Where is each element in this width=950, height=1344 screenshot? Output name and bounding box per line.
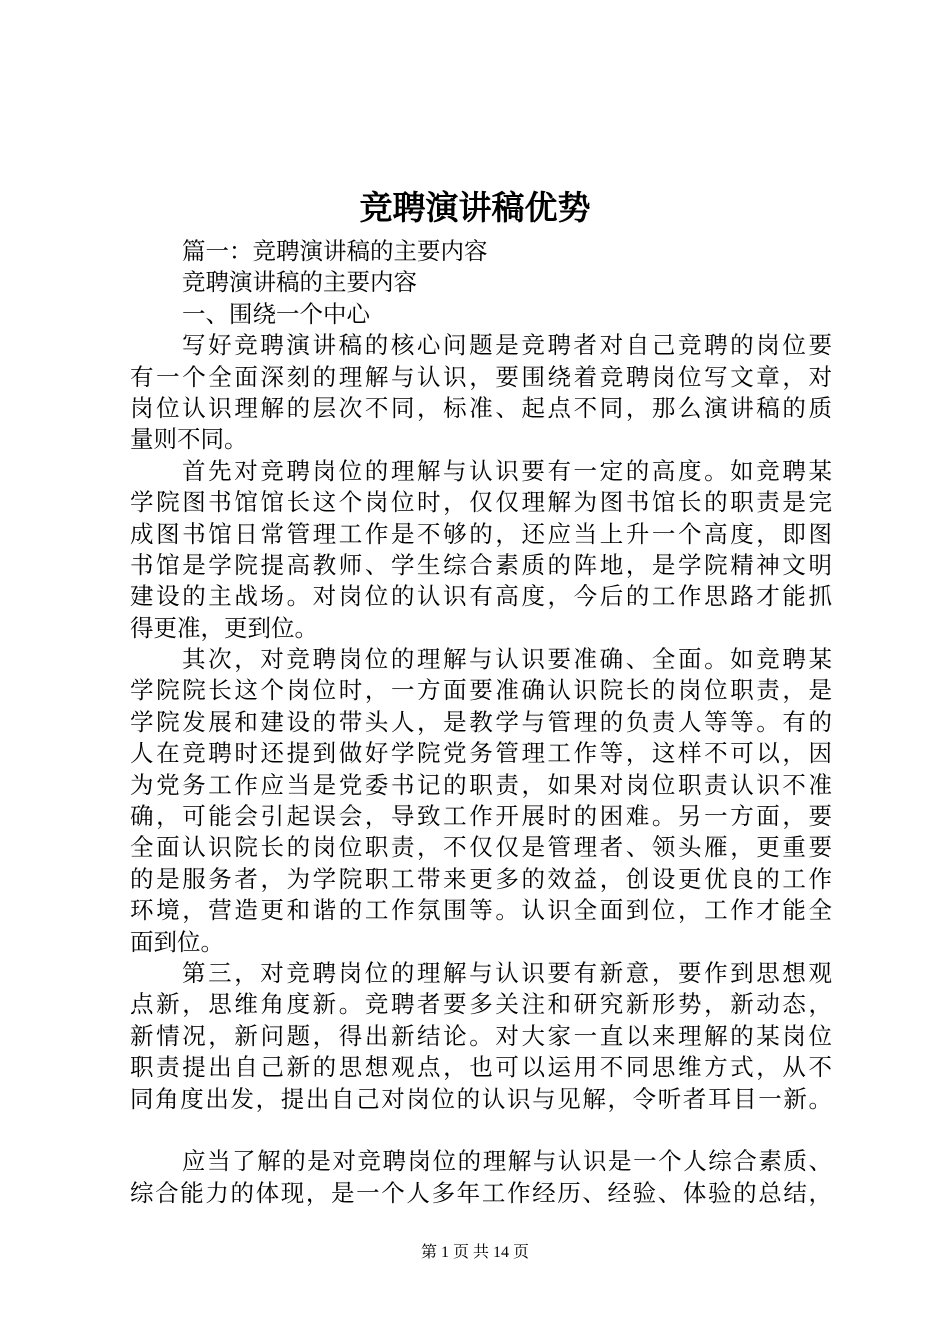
text-line: 人在竞聘时还提到做好学院党务管理工作等，这样不可以，因 [130, 739, 832, 768]
text-line: 学院院长这个岗位时，一方面要准确认识院长的岗位职责，是 [130, 676, 832, 705]
text-line: 量则不同。 [130, 425, 248, 454]
page-title: 竞聘演讲稿优势 [359, 188, 591, 227]
text-line: 面到位。 [130, 927, 224, 956]
text-line: 综合能力的体现，是一个人多年工作经历、经验、体验的总结， [130, 1178, 832, 1207]
text-line: 岗位认识理解的层次不同，标准、起点不同，那么演讲稿的质 [130, 393, 832, 422]
text-line: 竞聘演讲稿的主要内容 [182, 268, 417, 297]
text-line: 学院发展和建设的带头人，是教学与管理的负责人等等。有的 [130, 707, 832, 736]
text-line: 首先对竞聘岗位的理解与认识要有一定的高度。如竞聘某 [182, 456, 832, 485]
text-line: 一、围绕一个中心 [182, 299, 370, 328]
text-line: 写好竞聘演讲稿的核心问题是竞聘者对自己竞聘的岗位要 [182, 331, 832, 360]
text-line: 新情况，新问题，得出新结论。对大家一直以来理解的某岗位 [130, 1021, 832, 1050]
text-line: 书馆是学院提高教师、学生综合素质的阵地，是学院精神文明 [130, 550, 832, 579]
text-line: 职责提出自己新的思想观点，也可以运用不同思维方式，从不 [130, 1053, 832, 1082]
document-body [130, 236, 832, 1209]
text-line: 同角度出发，提出自己对岗位的认识与见解，令听者耳目一新。 [130, 1084, 832, 1113]
text-line: 有一个全面深刻的理解与认识，要围绕着竞聘岗位写文章，对 [130, 362, 832, 391]
text-line: 学院图书馆馆长这个岗位时，仅仅理解为图书馆长的职责是完 [130, 488, 832, 517]
page-footer: 第 1 页 共 14 页 [420, 1244, 529, 1261]
text-line: 成图书馆日常管理工作是不够的，还应当上升一个高度，即图 [130, 519, 832, 548]
text-line: 环境，营造更和谐的工作氛围等。认识全面到位，工作才能全 [130, 896, 832, 925]
text-line: 点新，思维角度新。竞聘者要多关注和研究新形势，新动态， [130, 990, 832, 1019]
text-line: 得更准，更到位。 [130, 613, 318, 642]
paragraph-gap [130, 1115, 832, 1146]
text-line: 的是服务者，为学院职工带来更多的效益，创设更优良的工作 [130, 864, 832, 893]
text-line: 建设的主战场。对岗位的认识有高度，今后的工作思路才能抓 [130, 582, 832, 611]
text-line: 为党务工作应当是党委书记的职责，如果对岗位职责认识不准 [130, 770, 832, 799]
text-line: 篇一：竞聘演讲稿的主要内容 [182, 237, 488, 265]
text-line: 第三，对竞聘岗位的理解与认识要有新意，要作到思想观 [182, 958, 832, 987]
text-line: 其次，对竞聘岗位的理解与认识要准确、全面。如竞聘某 [182, 645, 832, 674]
text-line: 确，可能会引起误会，导致工作开展时的困难。另一方面，要 [130, 802, 832, 831]
text-line: 应当了解的是对竞聘岗位的理解与认识是一个人综合素质、 [182, 1147, 832, 1176]
text-line: 全面认识院长的岗位职责，不仅仅是管理者、领头雁，更重要 [130, 833, 832, 862]
